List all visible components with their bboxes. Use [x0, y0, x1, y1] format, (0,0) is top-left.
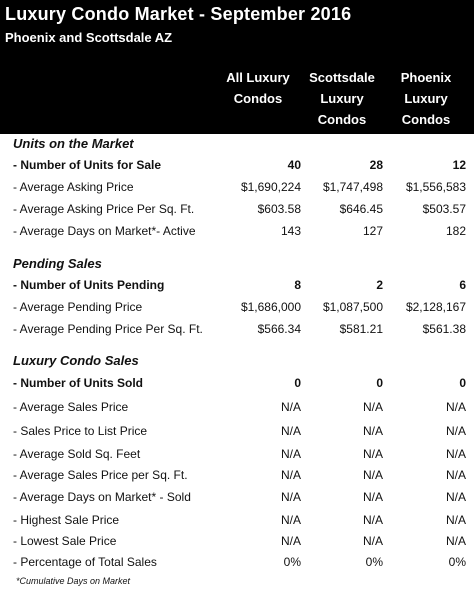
cell-scottsdale: N/A	[362, 447, 383, 461]
cell-scottsdale: 28	[369, 158, 383, 172]
row-label: - Sales Price to List Price	[13, 424, 148, 438]
cell-scottsdale: N/A	[362, 400, 383, 414]
cell-phoenix: 12	[452, 158, 466, 172]
cell-scottsdale: N/A	[362, 513, 383, 527]
table-row	[0, 319, 474, 339]
cell-phoenix: $1,556,583	[405, 180, 466, 194]
cell-all-luxury: N/A	[280, 534, 301, 548]
cell-phoenix: N/A	[445, 490, 466, 504]
cell-all-luxury: N/A	[280, 468, 301, 482]
cell-phoenix: 0	[459, 376, 466, 390]
section-title-pending-sales: Pending Sales	[13, 256, 102, 271]
row-label: - Average Sales Price per Sq. Ft.	[13, 468, 188, 482]
table-row	[0, 177, 474, 197]
cell-phoenix: 182	[445, 224, 466, 238]
cell-all-luxury: 0%	[283, 555, 301, 569]
table-row	[0, 531, 474, 551]
table-row	[0, 510, 474, 530]
column-header-line: Condos	[317, 112, 367, 127]
table-row	[0, 397, 474, 417]
cell-phoenix: N/A	[445, 534, 466, 548]
cell-all-luxury: N/A	[280, 424, 301, 438]
row-label: - Average Sales Price	[13, 400, 129, 414]
row-label: - Average Asking Price Per Sq. Ft.	[13, 202, 195, 216]
row-label: - Percentage of Total Sales	[13, 555, 157, 569]
table-row	[0, 552, 474, 572]
table-row	[0, 221, 474, 241]
row-label: - Highest Sale Price	[13, 513, 120, 527]
cell-scottsdale: $1,747,498	[322, 180, 383, 194]
cell-all-luxury: N/A	[280, 400, 301, 414]
column-header-line: Scottsdale	[309, 70, 375, 85]
cell-scottsdale: $581.21	[339, 322, 383, 336]
row-label: - Average Asking Price	[13, 180, 134, 194]
cell-all-luxury: 8	[294, 278, 301, 292]
cell-scottsdale: 2	[376, 278, 383, 292]
cell-all-luxury: 40	[287, 158, 301, 172]
cell-phoenix: N/A	[445, 468, 466, 482]
row-label: - Number of Units for Sale	[13, 158, 162, 172]
row-label: - Average Pending Price	[13, 300, 143, 314]
cell-all-luxury: 0	[294, 376, 301, 390]
cell-phoenix: N/A	[445, 424, 466, 438]
row-label: - Average Pending Price Per Sq. Ft.	[13, 322, 203, 336]
column-header-line: Condos	[401, 112, 451, 127]
row-label: - Average Sold Sq. Feet	[13, 447, 141, 461]
section-title-units-on-market: Units on the Market	[13, 136, 134, 151]
page-subtitle: Phoenix and Scottsdale AZ	[5, 30, 173, 45]
cell-all-luxury: $1,686,000	[240, 300, 301, 314]
cell-all-luxury: N/A	[280, 513, 301, 527]
section-title-condo-sales: Luxury Condo Sales	[13, 353, 139, 368]
column-header-line: Condos	[233, 91, 283, 106]
table-row	[0, 487, 474, 507]
cell-scottsdale: 127	[362, 224, 383, 238]
cell-phoenix: $2,128,167	[405, 300, 466, 314]
column-header-line: Luxury	[404, 91, 448, 106]
table-row	[0, 373, 474, 393]
cell-all-luxury: $566.34	[257, 322, 301, 336]
table-header	[0, 0, 474, 134]
footnote: *Cumulative Days on Market	[16, 576, 131, 586]
cell-all-luxury: $603.58	[257, 202, 301, 216]
cell-scottsdale: N/A	[362, 424, 383, 438]
cell-phoenix: N/A	[445, 400, 466, 414]
cell-scottsdale: 0	[376, 376, 383, 390]
cell-phoenix: N/A	[445, 447, 466, 461]
column-header-line: Luxury	[320, 91, 364, 106]
table-row	[0, 155, 474, 175]
row-label: - Number of Units Pending	[13, 278, 165, 292]
cell-phoenix: 6	[459, 278, 466, 292]
page-title: Luxury Condo Market - September 2016	[5, 4, 352, 24]
cell-scottsdale: N/A	[362, 490, 383, 504]
column-header-line: Phoenix	[400, 70, 452, 85]
cell-all-luxury: $1,690,224	[240, 180, 301, 194]
row-label: - Average Days on Market* - Sold	[13, 490, 191, 504]
row-label: - Number of Units Sold	[13, 376, 143, 390]
cell-all-luxury: N/A	[280, 447, 301, 461]
cell-scottsdale: 0%	[365, 555, 383, 569]
cell-phoenix: $561.38	[422, 322, 466, 336]
cell-phoenix: $503.57	[422, 202, 466, 216]
cell-phoenix: 0%	[448, 555, 466, 569]
table-row	[0, 199, 474, 219]
cell-scottsdale: N/A	[362, 534, 383, 548]
column-header-phoenix	[371, 67, 474, 130]
table-row	[0, 275, 474, 295]
table-row	[0, 465, 474, 485]
cell-scottsdale: $646.45	[339, 202, 383, 216]
cell-phoenix: N/A	[445, 513, 466, 527]
cell-scottsdale: $1,087,500	[322, 300, 383, 314]
table-row	[0, 421, 474, 441]
cell-scottsdale: N/A	[362, 468, 383, 482]
cell-all-luxury: 143	[280, 224, 301, 238]
row-label: - Lowest Sale Price	[13, 534, 117, 548]
cell-all-luxury: N/A	[280, 490, 301, 504]
column-header-line: All Luxury	[226, 70, 290, 85]
table-row	[0, 297, 474, 317]
row-label: - Average Days on Market*- Active	[13, 224, 196, 238]
table-row	[0, 444, 474, 464]
